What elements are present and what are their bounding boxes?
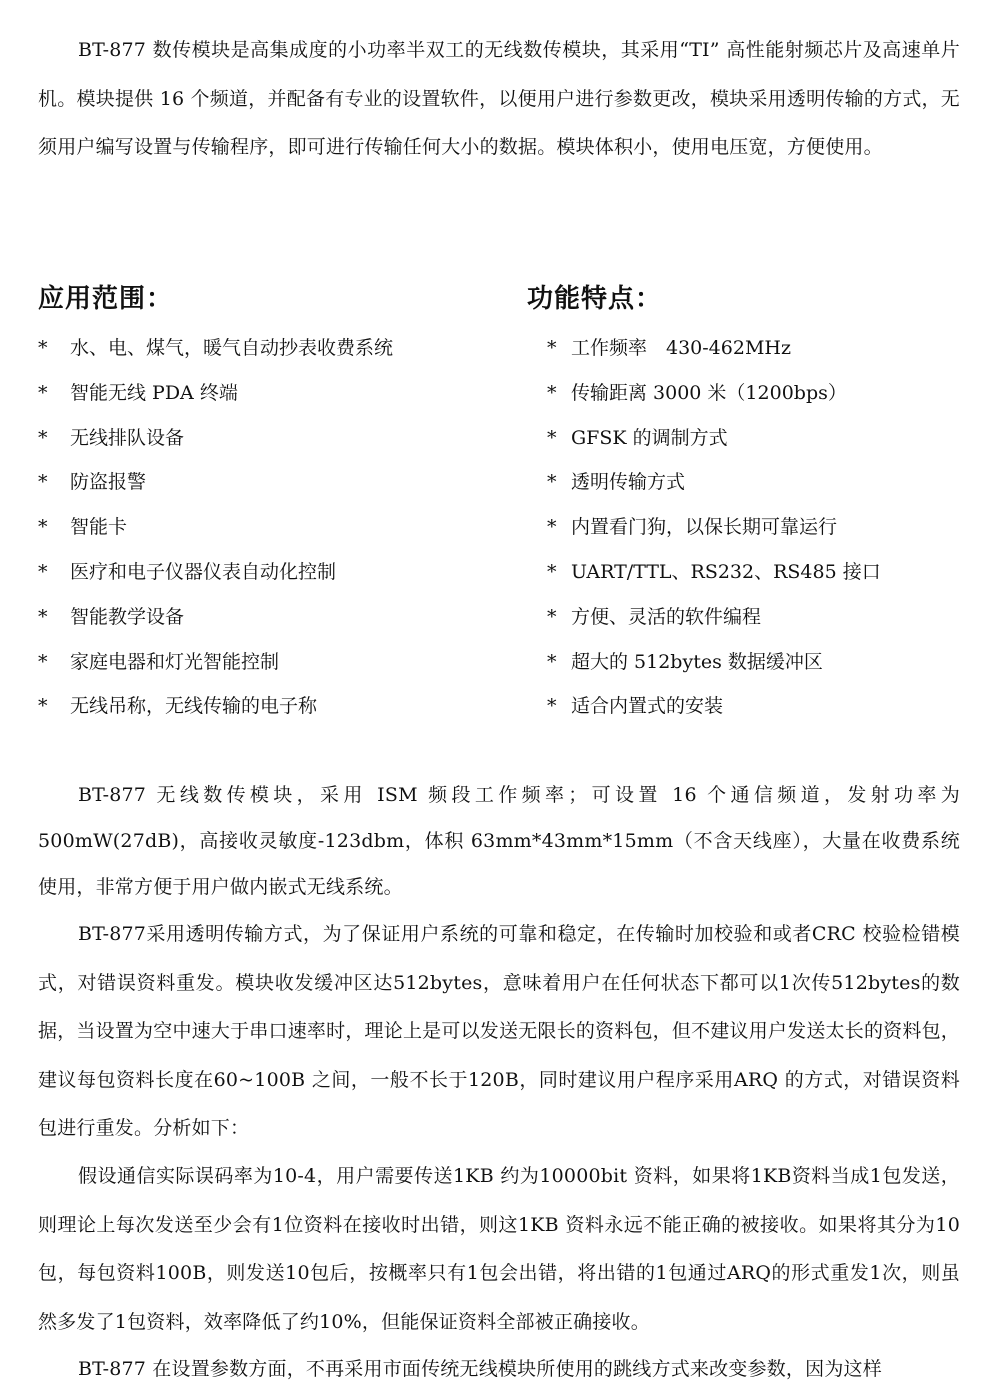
list-item: * 超大的 512bytes 数据缓冲区: [527, 640, 967, 685]
body-paragraph-1: BT-877 无线数传模块，采用 ISM 频段工作频率；可设置 16 个通信频道，发射功率为 500mW(27dB)，高接收灵敏度-123dbm，体积 63mm*43mm*15mm（不含天线座），大量在收费系统使用，非常方便于用户做内嵌式无线系统。: [38, 784, 960, 898]
bullet-icon: *: [547, 695, 557, 718]
list-item: * 透明传输方式: [527, 460, 967, 505]
list-item: * 医疗和电子仪器仪表自动化控制: [38, 550, 498, 595]
list-item: * 水、电、煤气，暖气自动抄表收费系统: [38, 326, 498, 371]
bullet-icon: *: [547, 560, 557, 583]
list-item: * 防盗报警: [38, 460, 498, 505]
list-item: * 智能无线 PDA 终端: [38, 371, 498, 416]
bullet-icon: *: [547, 650, 557, 673]
list-item: * 无线吊称，无线传输的电子称: [38, 684, 498, 729]
list-item: * 内置看门狗，以保长期可靠运行: [527, 505, 967, 550]
bullet-icon: *: [547, 516, 557, 539]
applications-title: 应用范围：: [38, 284, 174, 314]
features-title: 功能特点：: [527, 284, 663, 314]
bullet-icon: *: [38, 605, 48, 628]
list-item: * 工作频率 430-462MHz: [527, 326, 967, 371]
body-paragraph-4: BT-877 在设置参数方面，不再采用市面传统无线模块所使用的跳线方式来改变参数，因为这样: [78, 1358, 882, 1380]
bullet-icon: *: [547, 381, 557, 404]
list-item: * UART/TTL、RS232、RS485 接口: [527, 550, 967, 595]
bullet-icon: *: [38, 471, 48, 494]
bullet-icon: *: [547, 337, 557, 359]
list-item: * GFSK 的调制方式: [527, 416, 967, 461]
bullet-icon: *: [38, 560, 48, 583]
applications-section: [38, 278, 498, 729]
bullet-icon: *: [547, 471, 557, 494]
features-list: [527, 326, 967, 729]
intro-paragraph: BT-877 数传模块是高集成度的小功率半双工的无线数传模块，其采用“TI” 高性能射频芯片及高速单片机。模块提供 16 个频道，并配备有专业的设置软件，以便用户进行参数更改，模块采用透明传输的方式，无须用户编写设置与传输程序，即可进行传输任何大小的数据。模块体积小，使用电压宽，方便使用。: [38, 39, 960, 158]
bullet-icon: *: [38, 516, 48, 539]
bullet-icon: *: [38, 426, 48, 449]
bullet-icon: *: [38, 337, 48, 359]
list-item: * 智能教学设备: [38, 595, 498, 640]
bullet-icon: *: [38, 381, 48, 404]
list-item: * 无线排队设备: [38, 416, 498, 461]
bullet-icon: *: [547, 426, 557, 449]
bullet-icon: *: [38, 695, 48, 718]
applications-list: [38, 326, 498, 729]
body-paragraph-3: 假设通信实际误码率为10-4，用户需要传送1KB 约为10000bit 资料，如果将1KB资料当成1包发送，则理论上每次发送至少会有1位资料在接收时出错，则这1KB 资料永远不能正确的被接收。如果将其分为10包，每包资料100B，则发送10包后，按概率只有1包会出错，将出错的1包通过ARQ的形式重发1次，则虽然多发了1包资料，效率降低了约10%，但能保证资料全部被正确接收。: [38, 1165, 960, 1333]
list-item: * 适合内置式的安装: [527, 684, 967, 729]
body-paragraph-2: BT-877采用透明传输方式，为了保证用户系统的可靠和稳定，在传输时加校验和或者CRC 校验检错模式，对错误资料重发。模块收发缓冲区达512bytes，意味着用户在任何状态下都可以1次传512bytes的数据，当设置为空中速大于串口速率时，理论上是可以发送无限长的资料包，但不建议用户发送太长的资料包，建议每包资料长度在60~100B 之间，一般不长于120B，同时建议用户程序采用ARQ 的方式，对错误资料包进行重发。分析如下：: [38, 923, 960, 1139]
list-item: * 传输距离 3000 米（1200bps）: [527, 371, 967, 416]
list-item: * 家庭电器和灯光智能控制: [38, 640, 498, 685]
features-section: [527, 278, 967, 729]
bullet-icon: *: [38, 650, 48, 673]
bullet-icon: *: [547, 605, 557, 628]
list-item: * 方便、灵活的软件编程: [527, 595, 967, 640]
list-item: * 智能卡: [38, 505, 498, 550]
